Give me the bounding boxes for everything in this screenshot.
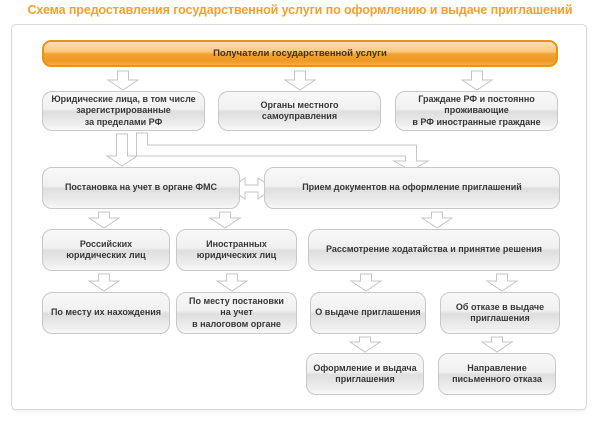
flow-node-fms-registration	[42, 167, 240, 209]
flow-node-label: По месту их нахождения	[50, 307, 162, 318]
arrow-legal-entities-to-fms	[107, 134, 137, 166]
flow-node-application-review	[308, 229, 560, 271]
flow-node-label: зарегистрированные	[76, 105, 171, 116]
arrow-banner-to-legal-entities	[108, 71, 138, 90]
arrow-acceptance-to-review	[422, 212, 452, 228]
flow-node-label: на учет	[220, 307, 253, 318]
flow-node-written-refusal	[438, 353, 556, 395]
page-title: Схема предоставления государственной услуги по оформлению и выдаче приглашений	[27, 3, 573, 17]
arrow-review-to-issue-decision	[351, 274, 381, 291]
flow-node-label: О выдаче приглашения	[315, 307, 421, 318]
flow-node-label: за пределами РФ	[84, 116, 163, 127]
arrow-banner-to-citizens	[462, 71, 492, 90]
flow-node-label: Об отказе в выдаче	[455, 301, 545, 312]
flow-node-label: юридических лиц	[66, 250, 146, 260]
flow-node-label: приглашения	[470, 313, 530, 323]
recipients-banner	[42, 40, 558, 67]
flow-node-label: Юридические лица, в том числе	[51, 93, 196, 104]
flow-node-by-tax-registration	[176, 292, 297, 334]
flow-node-label: Рассмотрение ходатайства и принятие решения	[325, 244, 543, 255]
flow-node-recipients-local-government	[218, 91, 381, 131]
flow-node-invitation-issue-decision	[310, 292, 426, 334]
flow-node-label: Граждане РФ и постоянно	[418, 93, 535, 104]
flow-node-label: По месту постановки	[189, 295, 284, 306]
arrow-issue-decision-to-issuance	[350, 337, 380, 352]
flow-node-label: в налоговом органе	[192, 318, 281, 329]
flow-node-label: Оформление и выдача	[313, 362, 417, 373]
flow-node-label: Прием документов на оформление приглашений	[302, 182, 522, 193]
arrow-legal-entities-to-acceptance	[137, 133, 429, 171]
flow-node-invitation-refusal-decision	[440, 292, 560, 334]
flow-node-label: Органы местного самоуправления	[260, 99, 339, 121]
arrow-review-to-refusal-decision	[487, 274, 517, 291]
flow-node-invitation-issuance	[306, 353, 424, 395]
flow-node-label: Российских	[79, 238, 133, 249]
arrow-banner-to-local-government	[285, 71, 315, 90]
recipients-banner-label: Получатели государственной услуги	[213, 48, 387, 59]
arrow-russian-entities-to-location	[89, 274, 119, 291]
flow-node-recipients-legal-entities	[42, 91, 205, 131]
flow-node-label: юридических лиц	[196, 250, 277, 260]
flow-node-label: Направление	[467, 362, 527, 373]
flow-node-document-acceptance	[264, 167, 560, 209]
flow-node-foreign-legal-entities	[176, 229, 297, 271]
arrow-fms-to-russian-entities	[89, 212, 119, 228]
arrow-fms-to-foreign-entities	[210, 212, 240, 228]
flow-node-label: в РФ иностранные граждане	[412, 116, 541, 127]
arrow-foreign-entities-to-tax	[217, 274, 247, 291]
flow-node-label: проживающие	[444, 105, 509, 116]
flow-node-label: приглашения	[335, 374, 395, 384]
arrow-refusal-decision-to-written-refusal	[482, 337, 512, 352]
flow-node-by-location	[42, 292, 170, 334]
flow-node-label: письменного отказа	[452, 374, 542, 384]
flow-node-russian-legal-entities	[42, 229, 170, 271]
flow-node-label: Иностранных	[206, 238, 267, 249]
flow-node-recipients-citizens	[395, 91, 558, 131]
flow-node-label: Постановка на учет в органе ФМС	[64, 182, 218, 193]
